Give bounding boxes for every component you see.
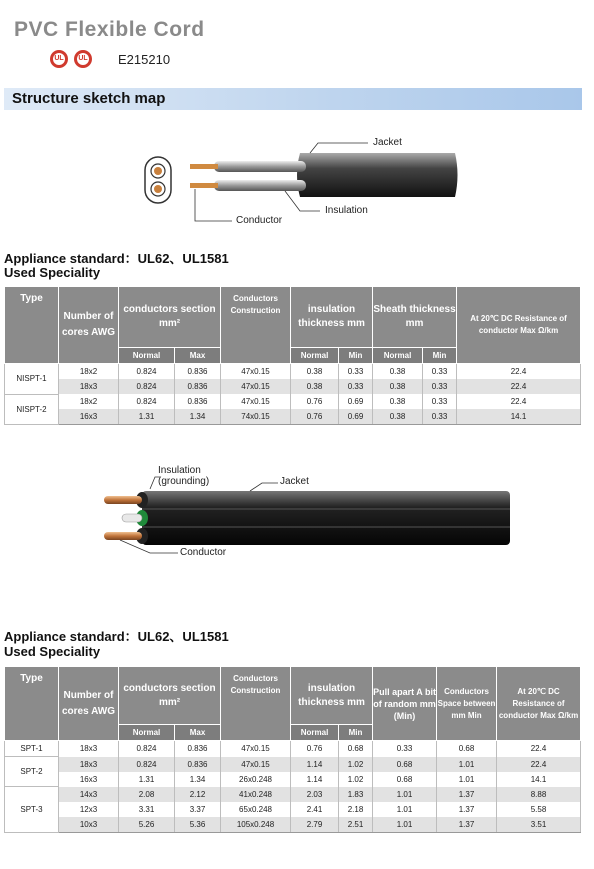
table-cell: 2.51	[339, 817, 373, 833]
ul-logo-icon	[50, 50, 68, 68]
table-row	[5, 817, 581, 833]
table-cell: 10x3	[59, 817, 119, 833]
table-cell: 0.824	[119, 757, 175, 772]
page-title: PVC Flexible Cord	[14, 18, 205, 41]
table-cell: 0.33	[423, 379, 457, 394]
table-row	[5, 787, 581, 802]
table-cell: 0.38	[373, 394, 423, 409]
table-cell: 2.08	[119, 787, 175, 802]
label-conductor: Conductor	[180, 547, 227, 558]
table-cell: 1.34	[175, 409, 221, 425]
header-max: Max	[175, 725, 221, 741]
table-cell: 1.01	[437, 757, 497, 772]
header-normal: Normal	[119, 348, 175, 364]
header-construction: Conductors Construction	[221, 287, 291, 364]
table1-speciality: Used Speciality	[4, 265, 101, 280]
spec-table-spt	[4, 666, 581, 833]
table-cell: 3.37	[175, 802, 221, 817]
header-pull-apart: Pull apart A bit of random mm (Min)	[373, 667, 437, 741]
table-cell: 0.69	[339, 409, 373, 425]
table-cell: 18x3	[59, 379, 119, 394]
label-insulation-grounding: Insulation (grounding)	[158, 465, 210, 487]
table-cell: 0.38	[373, 364, 423, 380]
table-cell: 0.824	[119, 379, 175, 394]
header-max: Max	[175, 348, 221, 364]
header-type: Type	[5, 667, 59, 741]
table-cell: 2.79	[291, 817, 339, 833]
table-cell: 1.02	[339, 772, 373, 787]
header-resistance: At 20℃ DC Resistance of conductor Max Ω/km	[497, 667, 581, 741]
table2-standard: Appliance standard：UL62、UL1581	[4, 629, 229, 644]
table-cell: 0.836	[175, 364, 221, 380]
table-cell: 14.1	[497, 772, 581, 787]
table-cell: 47x0.15	[221, 364, 291, 380]
table-cell: 22.4	[497, 741, 581, 757]
table-cell: 1.37	[437, 787, 497, 802]
table-cell: 0.836	[175, 757, 221, 772]
header-min: Min	[423, 348, 457, 364]
table-row	[5, 757, 581, 772]
cul-logo-icon	[74, 50, 92, 68]
table2-speciality: Used Speciality	[4, 644, 101, 659]
table-cell: 1.14	[291, 757, 339, 772]
type-cell: NISPT-1	[5, 364, 59, 395]
table-row	[5, 741, 581, 757]
header-section: conductors section mm²	[119, 287, 221, 348]
header-insulation: insulation thickness mm	[291, 667, 373, 725]
table-cell: 18x3	[59, 741, 119, 757]
table-cell: 1.01	[373, 802, 437, 817]
table-cell: 0.824	[119, 394, 175, 409]
table-row	[5, 379, 581, 394]
table-row	[5, 364, 581, 380]
header-sheath: Sheath thickness mm	[373, 287, 457, 348]
table-cell: 2.41	[291, 802, 339, 817]
table-cell: 1.34	[175, 772, 221, 787]
table-cell: 14.1	[457, 409, 581, 425]
header-normal: Normal	[373, 348, 423, 364]
table-cell: 0.836	[175, 379, 221, 394]
label-insulation: Insulation	[325, 205, 368, 216]
header-normal: Normal	[119, 725, 175, 741]
table-cell: 1.83	[339, 787, 373, 802]
table-cell: 47x0.15	[221, 757, 291, 772]
spec-table-nispt	[4, 286, 581, 425]
label-jacket: Jacket	[280, 476, 309, 487]
table-cell: 22.4	[497, 757, 581, 772]
table-cell: 47x0.15	[221, 394, 291, 409]
table-cell: 0.824	[119, 364, 175, 380]
table-cell: 1.01	[373, 787, 437, 802]
label-jacket: Jacket	[373, 137, 402, 148]
table-row	[5, 802, 581, 817]
type-cell: SPT-2	[5, 757, 59, 787]
table-cell: 1.01	[437, 772, 497, 787]
header-normal: Normal	[291, 348, 339, 364]
type-cell: SPT-1	[5, 741, 59, 757]
table-cell: 16x3	[59, 409, 119, 425]
table-cell: 105x0.248	[221, 817, 291, 833]
table-cell: 5.36	[175, 817, 221, 833]
table-cell: 0.68	[373, 772, 437, 787]
table-row	[5, 409, 581, 425]
table-cell: 0.76	[291, 394, 339, 409]
table-cell: 1.31	[119, 409, 175, 425]
table-cell: 3.31	[119, 802, 175, 817]
certification-code: E215210	[118, 52, 171, 67]
table-cell: 2.12	[175, 787, 221, 802]
table-cell: 22.4	[457, 394, 581, 409]
table-cell: 0.69	[339, 394, 373, 409]
header-construction: Conductors Construction	[221, 667, 291, 741]
table-cell: 0.33	[423, 364, 457, 380]
table-cell: 0.836	[175, 741, 221, 757]
table-cell: 65x0.248	[221, 802, 291, 817]
header-resistance: At 20℃ DC Resistance of conductor Max Ω/km	[457, 287, 581, 364]
table-cell: 1.37	[437, 802, 497, 817]
table-cell: 22.4	[457, 379, 581, 394]
table-cell: 1.02	[339, 757, 373, 772]
table-cell: 0.76	[291, 741, 339, 757]
table-cell: 16x3	[59, 772, 119, 787]
table-cell: 5.58	[497, 802, 581, 817]
table-cell: 0.38	[373, 379, 423, 394]
type-cell: NISPT-2	[5, 394, 59, 425]
header-cores: Number of cores AWG	[59, 287, 119, 364]
table-cell: 18x3	[59, 757, 119, 772]
header-min: Min	[339, 348, 373, 364]
table-row	[5, 772, 581, 787]
header-min: Min	[339, 725, 373, 741]
table-cell: 0.76	[291, 409, 339, 425]
table-cell: 1.14	[291, 772, 339, 787]
cross-section-icon	[145, 157, 171, 203]
table-cell: 47x0.15	[221, 741, 291, 757]
table-cell: 0.68	[437, 741, 497, 757]
type-cell: SPT-3	[5, 787, 59, 833]
table-cell: 0.68	[373, 757, 437, 772]
header-conductor-space: Conductors Space between mm Min	[437, 667, 497, 741]
label-conductor: Conductor	[236, 215, 283, 226]
table-row	[5, 394, 581, 409]
table1-standard: Appliance standard：UL62、UL1581	[4, 251, 229, 266]
header-type: Type	[5, 287, 59, 364]
table-cell: 1.37	[437, 817, 497, 833]
table-cell: 0.824	[119, 741, 175, 757]
table-cell: 74x0.15	[221, 409, 291, 425]
table-cell: 0.33	[339, 379, 373, 394]
table-cell: 14x3	[59, 787, 119, 802]
header-insulation: insulation thickness mm	[291, 287, 373, 348]
table-cell: 2.03	[291, 787, 339, 802]
table-cell: 22.4	[457, 364, 581, 380]
table-cell: 0.33	[339, 364, 373, 380]
table-cell: 47x0.15	[221, 379, 291, 394]
table-cell: 0.33	[373, 741, 437, 757]
table-cell: 18x2	[59, 364, 119, 380]
header-cores: Number of cores AWG	[59, 667, 119, 741]
table-cell: 2.18	[339, 802, 373, 817]
table-cell: 5.26	[119, 817, 175, 833]
table-cell: 0.33	[423, 394, 457, 409]
table-cell: 41x0.248	[221, 787, 291, 802]
header-normal: Normal	[291, 725, 339, 741]
table-cell: 3.51	[497, 817, 581, 833]
table-cell: 0.33	[423, 409, 457, 425]
table-cell: 0.68	[339, 741, 373, 757]
ul-certification-logos	[50, 50, 92, 68]
header-section: conductors section mm²	[119, 667, 221, 725]
cable-diagram-2-core	[0, 125, 594, 240]
section-title: Structure sketch map	[12, 90, 166, 107]
table-cell: 12x3	[59, 802, 119, 817]
table-cell: 18x2	[59, 394, 119, 409]
table-cell: 26x0.248	[221, 772, 291, 787]
table-cell: 0.836	[175, 394, 221, 409]
table-cell: 0.38	[291, 379, 339, 394]
table-cell: 0.38	[373, 409, 423, 425]
table-cell: 8.88	[497, 787, 581, 802]
table-cell: 1.31	[119, 772, 175, 787]
table-cell: 0.38	[291, 364, 339, 380]
table-cell: 1.01	[373, 817, 437, 833]
